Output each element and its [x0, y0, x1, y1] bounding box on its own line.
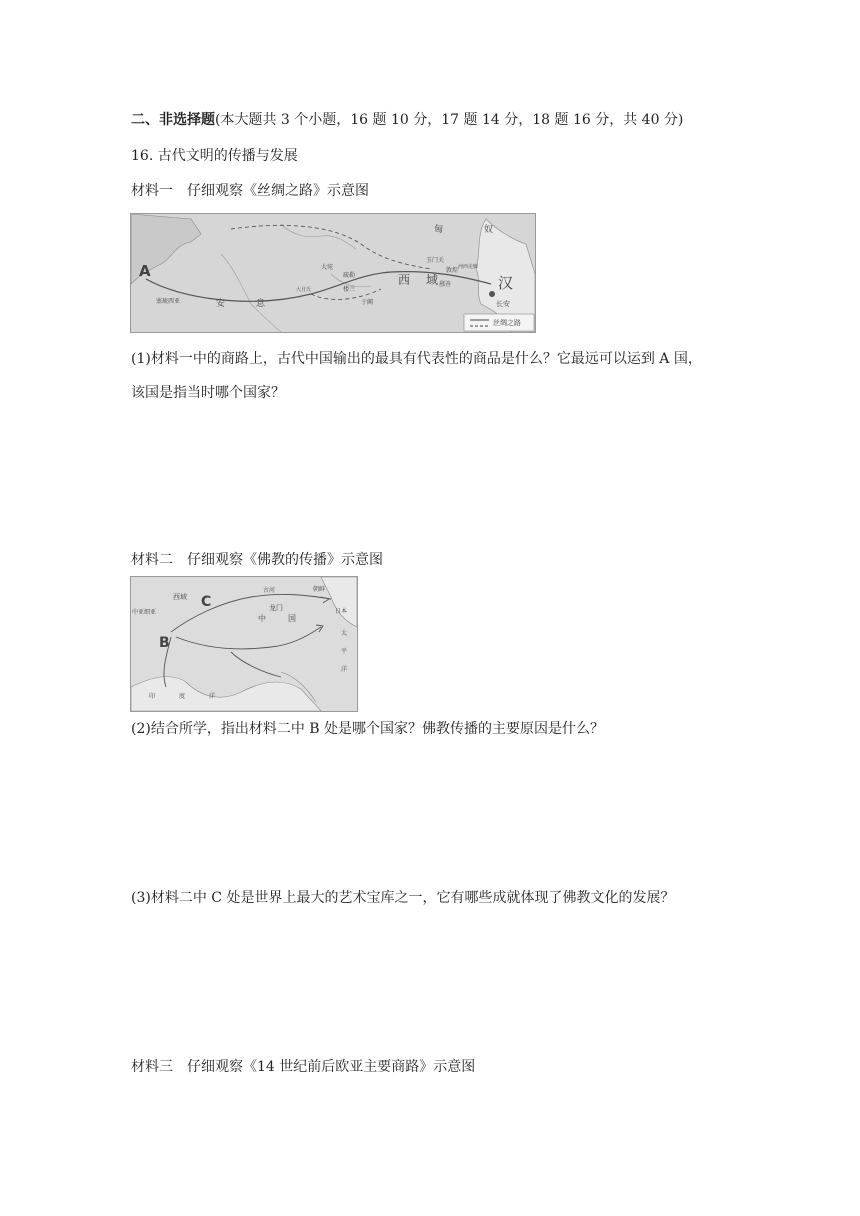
question-16-1-line1: (1)材料一中的商路上，古代中国输出的最具有代表性的商品是什么？它最远可以运到 A 国， [131, 351, 702, 367]
map2-label-yang: 洋 [341, 666, 348, 673]
map1-label-loulan: 楼兰 [343, 286, 356, 293]
map1-label-changan: 长安 [496, 300, 510, 308]
map2-label-zhongya: 中亚细亚 [132, 609, 157, 616]
map1-label-hexi: 河西走廊 [458, 264, 479, 270]
map1-label-dayuan: 大宛 [321, 264, 334, 271]
map1-label-yumenguan: 玉门关 [426, 257, 445, 264]
material-1-caption: 材料一 仔细观察《丝绸之路》示意图 [131, 183, 369, 199]
map1-label-shanshan: 鄯善 [439, 281, 452, 288]
section-title [131, 110, 683, 130]
silk-road-map [130, 213, 536, 333]
map2-label-longmen: 龙门 [269, 604, 283, 612]
map1-label-xiongnu2: 奴 [484, 225, 494, 235]
map2-label-yangocean: 洋 [209, 693, 216, 700]
buddhism-map [130, 576, 358, 712]
question-16-3: (3)材料二中 C 处是世界上最大的艺术宝库之一，它有哪些成就体现了佛教文化的发展？ [131, 890, 675, 906]
map1-label-anxi1: 安 [216, 299, 226, 309]
map2-label-B: B [159, 635, 170, 651]
map1-label-yu: 域 [426, 273, 439, 287]
map2-label-zhong: 中 [258, 614, 266, 623]
buddhism-map-svg [131, 577, 357, 711]
map1-label-anxi2: 息 [256, 299, 266, 309]
section-title-bold: 二、非选择题 [131, 112, 215, 128]
silk-road-map-svg [131, 214, 535, 332]
map1-label-shule: 疏勒 [343, 272, 356, 279]
map2-label-yin: 印 [149, 693, 156, 700]
map1-label-dayuezhi: 大月氏 [296, 287, 312, 293]
map2-label-guo: 国 [288, 614, 296, 623]
material-3-caption: 材料三 仔细观察《14 世纪前后欧亚主要商路》示意图 [131, 1059, 476, 1075]
map2-label-du: 度 [179, 693, 186, 700]
question-16-heading: 16. 古代文明的传播与发展 [131, 148, 298, 164]
map1-label-saiseleucia: 塞琉西亚 [156, 298, 181, 305]
map1-label-A: A [139, 262, 151, 280]
map1-label-xiongnu1: 匈 [434, 225, 444, 235]
map1-legend-label: 丝绸之路 [493, 319, 521, 327]
material-2-caption: 材料二 仔细观察《佛教的传播》示意图 [131, 552, 383, 568]
map2-label-tai: 太 [341, 630, 348, 637]
map2-label-ping: 平 [341, 648, 348, 655]
map1-label-yutian: 于阗 [361, 299, 374, 306]
map1-label-dunhuang: 敦煌 [446, 267, 459, 274]
map2-label-chaoxian: 朝鲜 [313, 586, 326, 593]
map1-label-xi: 西 [398, 273, 411, 287]
map2-label-riben: 日本 [335, 608, 348, 615]
map1-label-han: 汉 [498, 274, 514, 292]
question-16-2: (2)结合所学，指出材料二中 B 处是哪个国家？佛教传播的主要原因是什么？ [131, 721, 605, 737]
section-title-rest: (本大题共 3 个小题，16 题 10 分，17 题 14 分，18 题 16 分，共 40 分) [215, 112, 684, 128]
question-16-1-line2: 该国是指当时哪个国家？ [131, 385, 285, 401]
map2-label-C: C [201, 594, 212, 610]
map2-label-gucheng: 古河 [263, 587, 276, 594]
map2-label-xiyu: 西域 [173, 593, 187, 601]
